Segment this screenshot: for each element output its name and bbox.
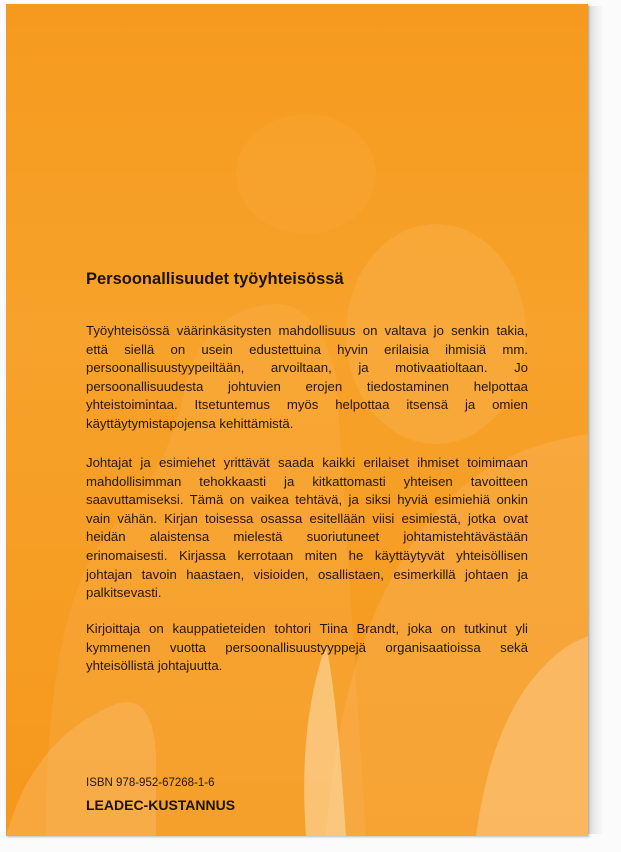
book-spine-edge: [588, 6, 602, 834]
publisher-name: LEADEC-KUSTANNUS: [86, 797, 236, 813]
isbn-number: ISBN 978-952-67268-1-6: [86, 777, 215, 789]
description-paragraph-1: Työyhteisössä väärinkäsitysten mahdollisuus on valtava jo senkin takia, että siellä on usein edustettuina hyvin erilaisia ihmisiä mm. persoonallisuustyypeiltään, arvoiltaan, ja motivaatioltaan. Jo persoonallisuudesta johtuvien erojen tiedostaminen helpottaa yhteistoimintaa. Itsetuntemus myös helpottaa itsensä ja omien käyttäytymistapojensa kehittämistä.: [86, 323, 528, 431]
description-paragraph-2: Johtajat ja esimiehet yrittävät saada kaikki erilaiset ihmiset toimimaan mahdollisimman tehokkaasti ja kitkattomasti yhteisen tavoitteen saavuttamiseksi. Tämä on vaikea tehtävä, ja siksi hyviä esimiehiä onkin vain vähän. Kirjan toisessa osassa esitellään viisi esimiestä, jotka ovat heidän alaistensa mielestä suoriutuneet johtamistehtävästään erinomaisesti. Kirjassa kerrotaan miten he käyttäytyvät yhteisöllisen johtajan tavoin haastaen, visioiden, osallistaen, esimerkillä johtaen ja palkitsevasti.: [86, 455, 528, 601]
book-title: Persoonallisuudet työyhteisössä: [86, 270, 344, 288]
author-paragraph: Kirjoittaja on kauppatieteiden tohtori Tiina Brandt, joka on tutkinut yli kymmenen vuotta persoonallisuustyyppejä organisaatioissa sekä yhteisöllistä johtajuutta.: [86, 621, 528, 674]
